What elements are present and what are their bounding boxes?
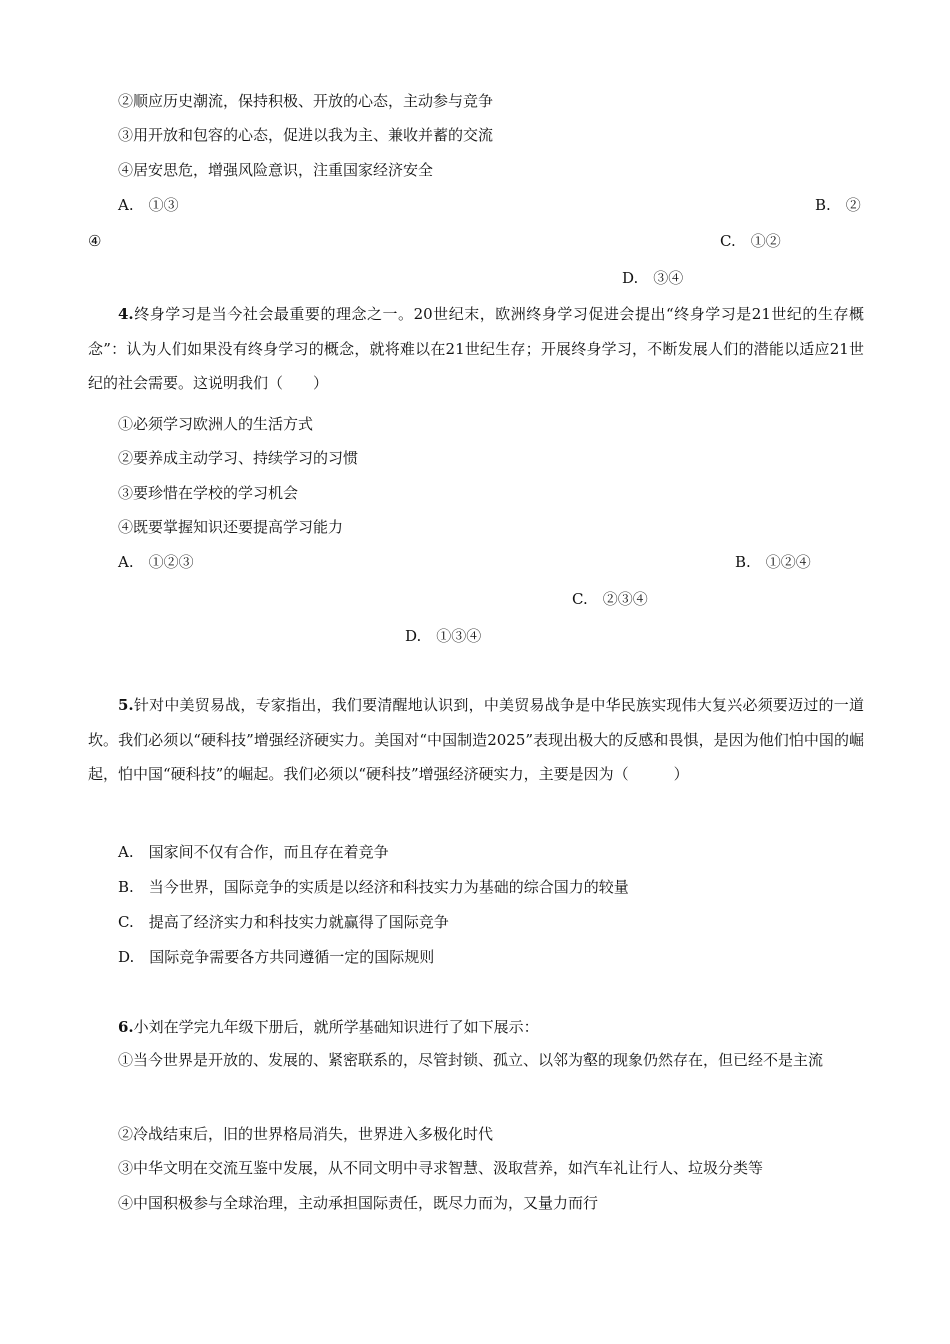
q3-option-b[interactable]: B. ② — [815, 196, 861, 214]
q3-item-4: ④居安思危，增强风险意识，注重国家经济安全 — [118, 161, 434, 179]
q4-item-1: ①必须学习欧洲人的生活方式 — [118, 415, 314, 433]
q5-option-a[interactable]: A. 国家间不仅有合作，而且存在着竞争 — [118, 843, 389, 861]
q4-option-a[interactable]: A. ①②③ — [118, 553, 194, 571]
q6-item-3: ③中华文明在交流互鉴中发展，从不同文明中寻求智慧、汲取营养，如汽车礼让行人、垃圾分类等 — [118, 1159, 764, 1177]
q4-option-c[interactable]: C. ②③④ — [572, 590, 648, 608]
q5-number: 5. — [118, 696, 134, 714]
q6-item-4: ④中国积极参与全球治理，主动承担国际责任，既尽力而为，又量力而行 — [118, 1194, 599, 1212]
q4-option-b[interactable]: B. ①②④ — [735, 553, 811, 571]
q3-option-a[interactable]: A. ①③ — [118, 196, 179, 214]
q5-stem-text: 针对中美贸易战，专家指出，我们要清醒地认识到，中美贸易战争是中华民族实现伟大复兴必须要迈过的一道坎。我们必须以“硬科技”增强经济硬实力。美国对“中国制造2025”表现出极大的反感和畏惧，是因为他们怕中国的崛起，怕中国“硬科技”的崛起。我们必须以“硬科技”增强经济硬实力，主要是因为（ ） — [88, 696, 864, 783]
q6-stem — [118, 1017, 539, 1037]
q4-option-d[interactable]: D. ①③④ — [405, 627, 482, 645]
q6-number: 6. — [118, 1018, 134, 1036]
q6-item-2: ②冷战结束后，旧的世界格局消失，世界进入多极化时代 — [118, 1125, 494, 1143]
q4-stem — [88, 297, 864, 401]
q4-item-4: ④既要掌握知识还要提高学习能力 — [118, 518, 344, 536]
q3-item-2: ②顺应历史潮流，保持积极、开放的心态，主动参与竞争 — [118, 92, 494, 110]
q4-item-3: ③要珍惜在学校的学习机会 — [118, 484, 299, 502]
q6-stem-text: 小刘在学完九年级下册后，就所学基础知识进行了如下展示： — [133, 1018, 539, 1036]
q5-option-c[interactable]: C. 提高了经济实力和科技实力就赢得了国际竞争 — [118, 913, 449, 931]
q5-stem — [88, 688, 864, 792]
q3-option-d[interactable]: D. ③④ — [622, 269, 684, 287]
q3-option-c[interactable]: C. ①② — [720, 232, 781, 250]
q4-stem-text: 终身学习是当今社会最重要的理念之一。20世纪末，欧洲终身学习促进会提出“终身学习是21世纪的生存概念”：认为人们如果没有终身学习的概念，就将难以在21世纪生存；开展终身学习，不断发展人们的潜能以适应21世纪的社会需要。这说明我们（ ） — [88, 305, 864, 392]
q3-option-b-wrap: ④ — [88, 232, 102, 250]
q4-number: 4. — [118, 305, 134, 323]
q5-option-d[interactable]: D. 国际竞争需要各方共同遵循一定的国际规则 — [118, 948, 435, 966]
q5-option-b[interactable]: B. 当今世界，国际竞争的实质是以经济和科技实力为基础的综合国力的较量 — [118, 878, 629, 896]
q4-item-2: ②要养成主动学习、持续学习的习惯 — [118, 449, 359, 467]
q6-item-1: ①当今世界是开放的、发展的、紧密联系的，尽管封锁、孤立、以邻为壑的现象仍然存在，但已经不是主流 — [118, 1051, 824, 1069]
q3-item-3: ③用开放和包容的心态，促进以我为主、兼收并蓄的交流 — [118, 126, 494, 144]
